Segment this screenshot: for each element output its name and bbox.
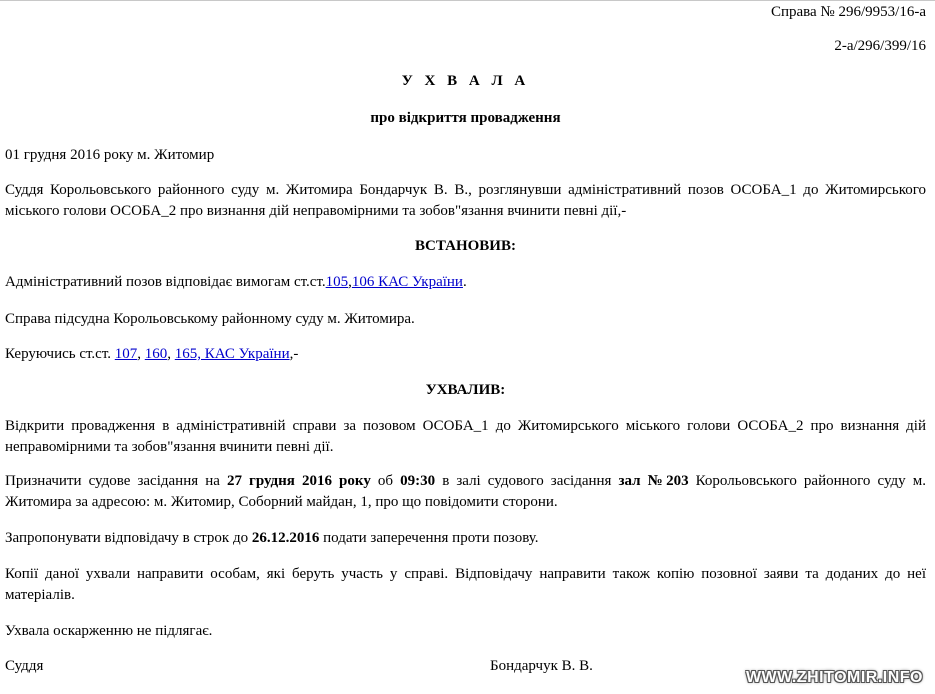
objection-deadline: 26.12.2016	[251, 530, 320, 546]
resolved-2-text-3: в залі судового засідання	[435, 473, 619, 489]
link-article-106-kas[interactable]: 106 КАС України	[351, 274, 463, 290]
resolved-3-text-1: Запропонувати відповідачу в строк до	[5, 530, 252, 546]
hearing-time: 09:30	[400, 473, 436, 489]
document-subtitle: про відкриття провадження	[370, 110, 561, 126]
guided-paragraph	[5, 344, 926, 365]
resolved-3-text-2: подати заперечення проти позову.	[319, 530, 539, 546]
link-article-107[interactable]: 107	[114, 346, 138, 362]
link-article-105[interactable]: 105	[325, 274, 349, 290]
section-established: ВСТАНОВИВ:	[415, 238, 516, 254]
established-paragraph-1	[5, 272, 926, 293]
resolved-paragraph-3	[5, 528, 926, 549]
guided-sep-1: ,	[137, 346, 145, 362]
top-divider	[0, 0, 935, 1]
resolved-paragraph-1: Відкрити провадження в адміністративній справи за позовом ОСОБА_1 до Житомирського міського голови ОСОБА_2 про визнання дій неправомірними та зобов"язання вчинити певні дії.	[5, 418, 926, 455]
guided-sep-2: ,	[167, 346, 175, 362]
established-paragraph-2: Справа підсудна Корольовському районному суду м. Житомира.	[5, 311, 415, 327]
hearing-room: зал №203	[618, 473, 689, 489]
guided-prefix: Керуючись ст.ст.	[5, 346, 115, 362]
date-line: 01 грудня 2016 року м. Житомир	[5, 147, 215, 163]
section-resolved: УХВАЛИВ:	[425, 382, 506, 398]
resolved-paragraph-5: Ухвала оскарженню не підлягає.	[5, 623, 213, 639]
link-article-160[interactable]: 160	[144, 346, 168, 362]
resolved-2-text-4: Корольовського районного суду м. Житомира за адресою: м. Житомир, Соборний майдан, 1, про що повідомити сторони.	[5, 473, 926, 510]
resolved-2-text-1: Призначити судове засідання на	[5, 473, 227, 489]
resolved-paragraph-4: Копії даної ухвали направити особам, які беруть участь у справі. Відповідачу направити також копію позовної заяви та доданих до неї матеріалів.	[5, 566, 926, 603]
admin-case-number: 2-а/296/399/16	[834, 38, 926, 54]
signature-name: Бондарчук В. В.	[490, 658, 593, 674]
link-article-165-kas[interactable]: 165, КАС України	[174, 346, 290, 362]
established-1-sep: ,	[348, 274, 352, 290]
hearing-date: 27 грудня 2016 року	[226, 473, 371, 489]
case-number: Справа № 296/9953/16-а	[770, 4, 926, 20]
resolved-2-text-2: об	[370, 473, 401, 489]
guided-suffix: ,-	[289, 346, 299, 362]
established-1-suffix: .	[462, 274, 467, 290]
resolved-paragraph-2	[5, 471, 926, 513]
site-watermark: WWW.ZHITOMIR.INFO	[745, 669, 923, 686]
signature-label: Суддя	[5, 658, 44, 674]
established-1-prefix: Адміністративний позов відповідає вимогам ст.ст.	[5, 274, 326, 290]
intro-paragraph: Суддя Корольовського районного суду м. Житомира Бондарчук В. В., розглянувши адміністративний позов ОСОБА_1 до Житомирського міського голови ОСОБА_2 про визнання дій неправомірними та зобов"язання вчинити певні дії,-	[5, 182, 926, 219]
document-title: У Х В А Л А	[401, 73, 530, 89]
